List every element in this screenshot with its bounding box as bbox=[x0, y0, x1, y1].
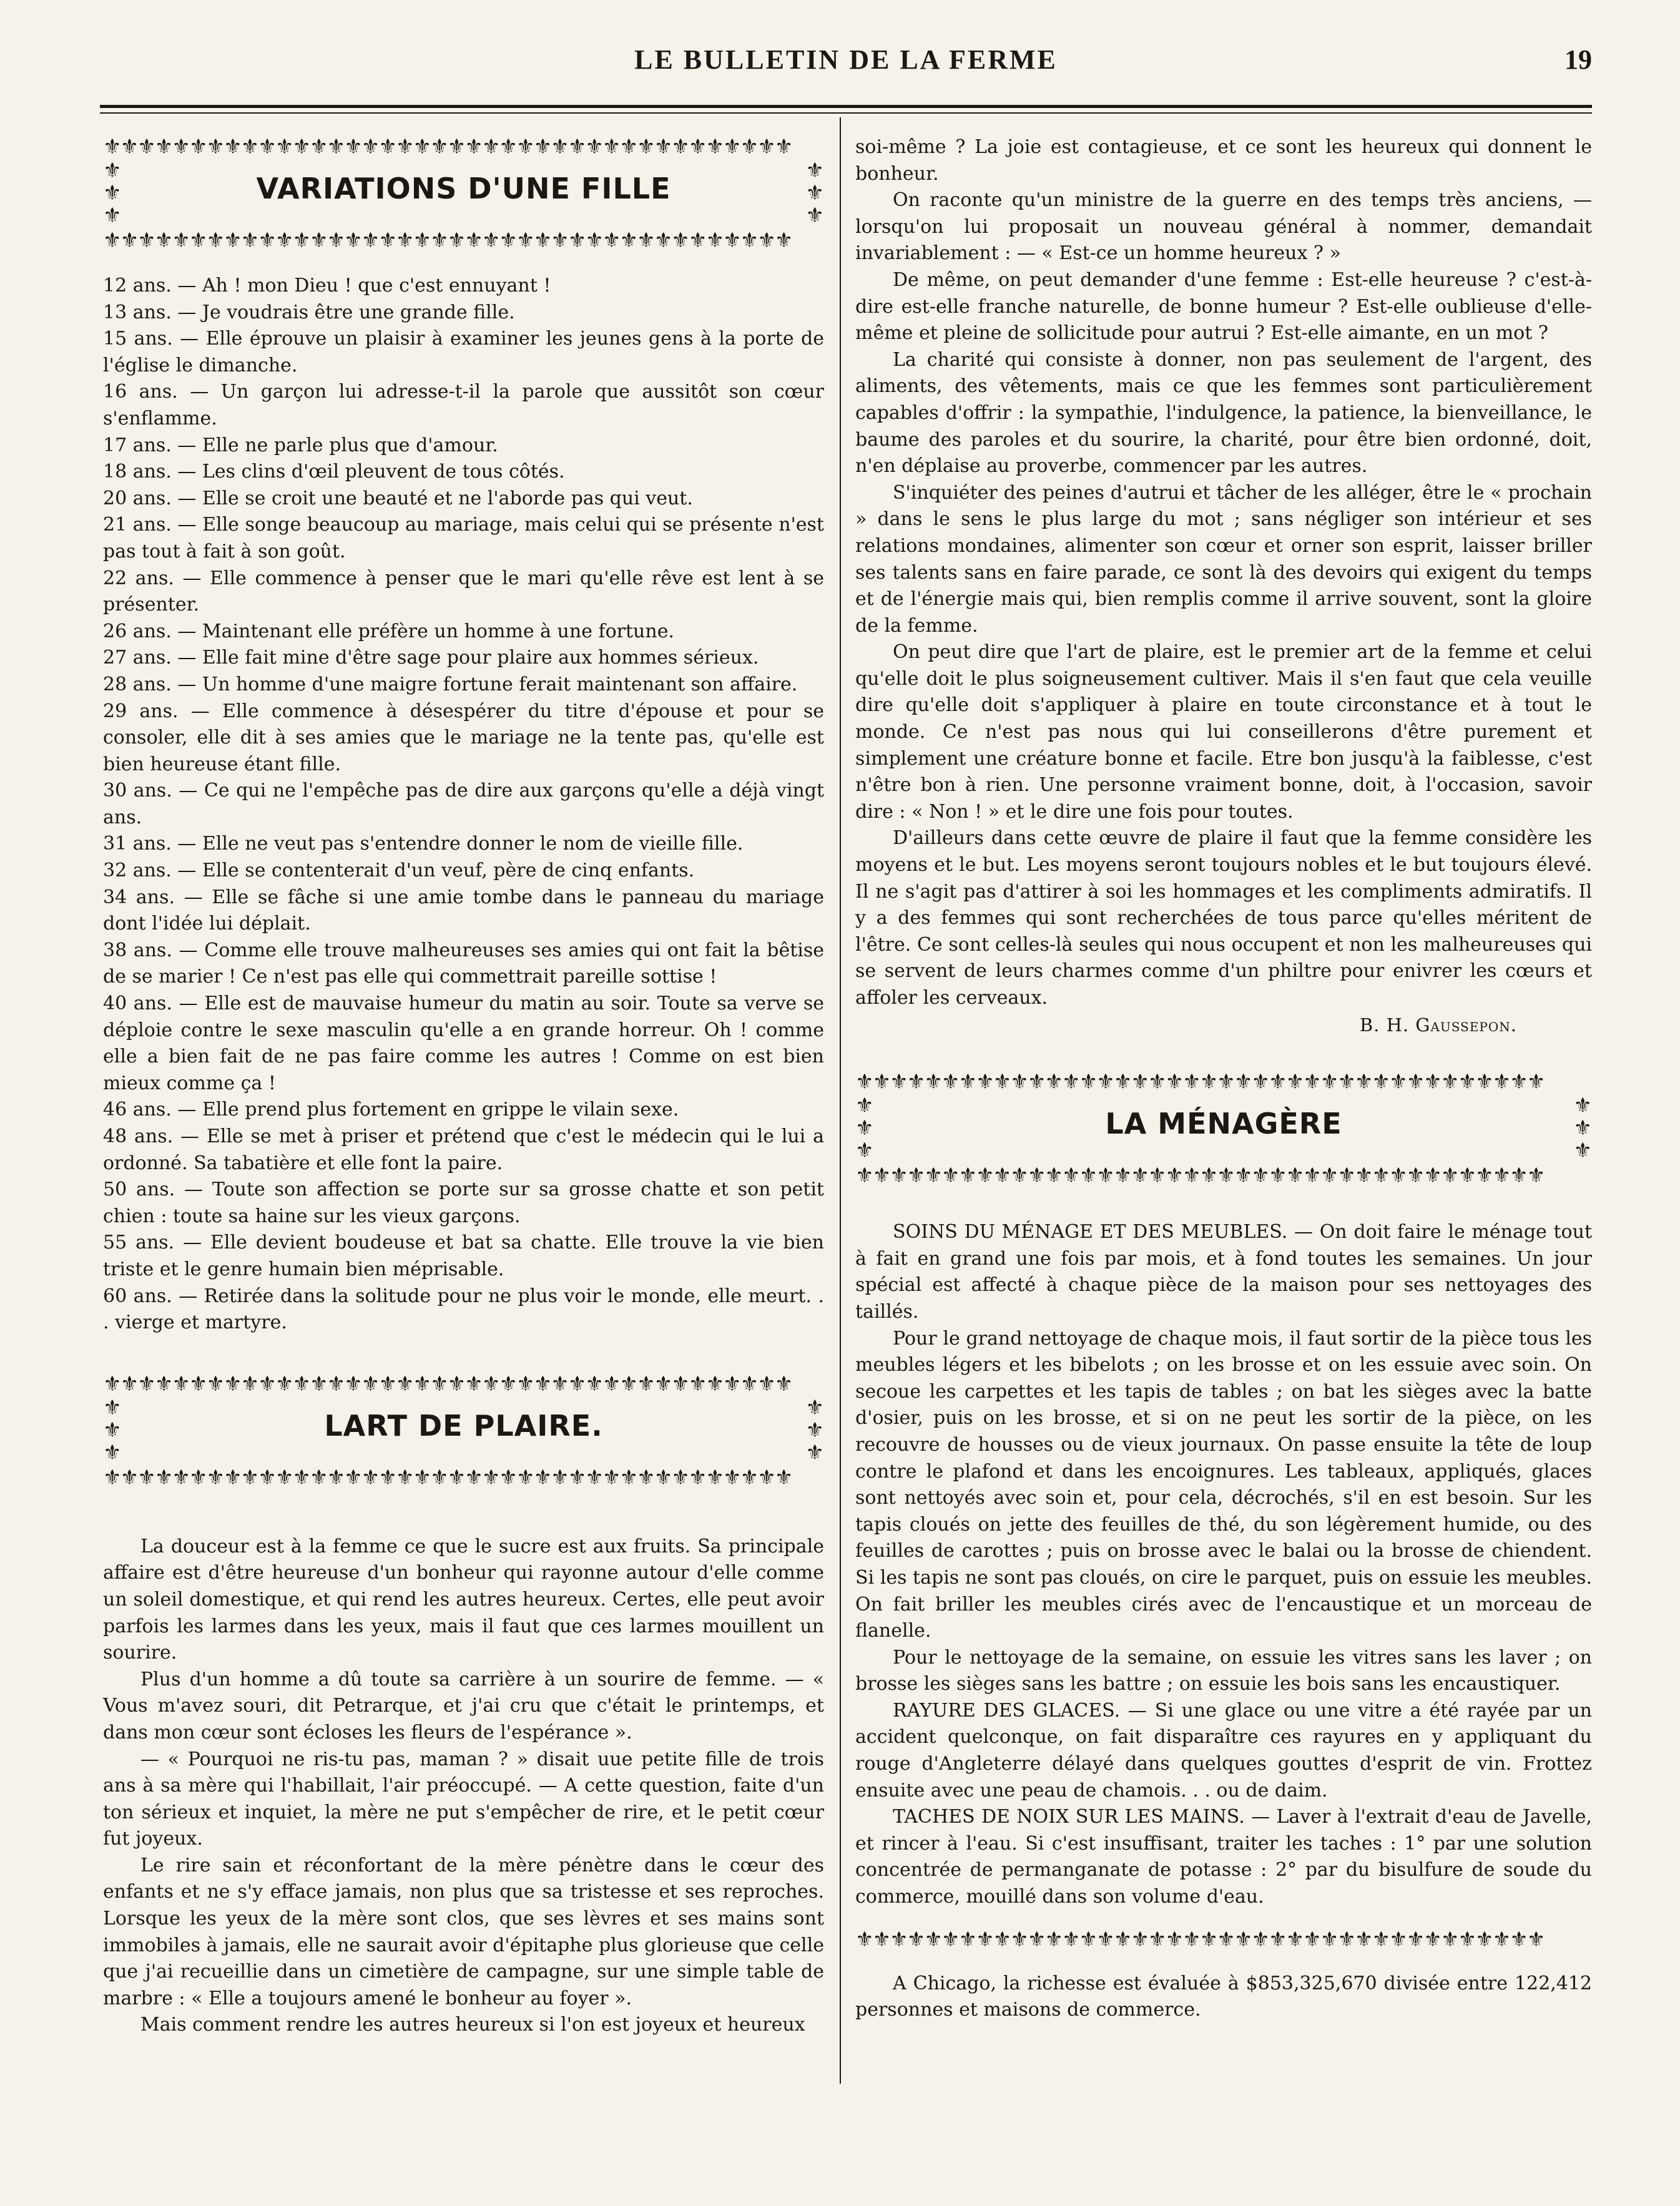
right-column bbox=[855, 134, 1592, 2024]
fleur-de-lis-border-left: ⚜ ⚜ ⚜ bbox=[855, 1094, 874, 1163]
article-paragraph: La douceur est à la femme ce que le sucre est aux fruits. Sa principale affaire est d'être heureuse d'un bonheur qui rayonne autour d'elle comme un soleil domestique, et qui rend les autres heureux. Certes, elle peut avoir parfois les larmes dans les yeux, mais il faut que ces larmes mouillent un sourire. bbox=[103, 1535, 824, 1664]
column-divider bbox=[840, 117, 841, 2084]
page-number: 19 bbox=[1565, 44, 1592, 75]
fleur-de-lis-border-left: ⚜ ⚜ ⚜ bbox=[103, 159, 122, 227]
fleur-de-lis-border-right: ⚜ ⚜ ⚜ bbox=[805, 159, 824, 227]
age-entry: 34 ans. — Elle se fâche si une amie tombe dans le panneau du mariage dont l'idée lui déplait. bbox=[103, 886, 824, 935]
age-entry: 18 ans. — Les clins d'œil pleuvent de tous côtés. bbox=[103, 461, 565, 483]
age-entry: 55 ans. — Elle devient boudeuse et bat sa chatte. Elle trouve la vie bien triste et le genre humain bien méprisable. bbox=[103, 1232, 824, 1280]
age-entry: 30 ans. — Ce qui ne l'empêche pas de dire aux garçons qu'elle a déjà vingt ans. bbox=[103, 780, 824, 828]
fleur-de-lis-border-left: ⚜ ⚜ ⚜ bbox=[103, 1396, 122, 1464]
left-column bbox=[103, 134, 824, 2039]
age-entry: 20 ans. — Elle se croit une beauté et ne l'aborde pas qui veut. bbox=[103, 487, 693, 509]
article-paragraph: Mais comment rendre les autres heureux si l'on est joyeux et heureux bbox=[140, 2014, 805, 2036]
fleur-de-lis-divider: ⚜⚜⚜⚜⚜⚜⚜⚜⚜⚜⚜⚜⚜⚜⚜⚜⚜⚜⚜⚜⚜⚜⚜⚜⚜⚜⚜⚜⚜⚜⚜⚜⚜⚜⚜⚜⚜⚜⚜⚜ bbox=[855, 1926, 1545, 1951]
article-paragraph: La charité qui consiste à donner, non pas seulement de l'argent, des aliments, des vêtements, mais ce que les femmes sont particulièrement capables d'offrir : la sympathie, l'indulgence, la patience, la bienveillance, le baume des paroles et du sourire, la charité, pour être bien ordonné, doit, n'en déplaise au proverbe, commencer par les autres. bbox=[855, 348, 1592, 478]
running-header bbox=[100, 44, 1592, 81]
household-tip: SOINS DU MÉNAGE ET DES MEUBLES. — On doit faire le ménage tout à fait en grand une fois par mois, et à fond toutes les semaines. Un jour spécial est affecté à chaque pièce de la maison pour ses nettoyages des taillés. bbox=[855, 1221, 1592, 1323]
age-entry: 46 ans. — Elle prend plus fortement en grippe le vilain sexe. bbox=[103, 1099, 679, 1121]
fleur-de-lis-border-bottom: ⚜⚜⚜⚜⚜⚜⚜⚜⚜⚜⚜⚜⚜⚜⚜⚜⚜⚜⚜⚜⚜⚜⚜⚜⚜⚜⚜⚜⚜⚜⚜⚜⚜⚜⚜⚜⚜⚜⚜⚜ bbox=[103, 228, 792, 252]
variations-title: VARIATIONS D'UNE FILLE bbox=[256, 172, 671, 205]
publication-title: LE BULLETIN DE LA FERME bbox=[634, 44, 1058, 75]
age-entry: 32 ans. — Elle se contenterait d'un veuf, père de cinq enfants. bbox=[103, 860, 695, 882]
menagere-body bbox=[855, 1219, 1592, 1910]
art-de-plaire-title: LART DE PLAIRE. bbox=[324, 1408, 603, 1443]
fleur-de-lis-border-top: ⚜⚜⚜⚜⚜⚜⚜⚜⚜⚜⚜⚜⚜⚜⚜⚜⚜⚜⚜⚜⚜⚜⚜⚜⚜⚜⚜⚜⚜⚜⚜⚜⚜⚜⚜⚜⚜⚜⚜⚜ bbox=[855, 1069, 1545, 1094]
age-entry: 27 ans. — Elle fait mine d'être sage pour plaire aux hommes sérieux. bbox=[103, 647, 759, 669]
header-rule-thin bbox=[100, 112, 1592, 114]
age-entry: 40 ans. — Elle est de mauvaise humeur du matin au soir. Toute sa verve se déploie contre le sexe masculin qu'elle a en grande horreur. Oh ! comme elle a bien fait de ne pas faire comme les autres ! Comme on est bien mieux comme ça ! bbox=[103, 993, 824, 1094]
menagere-heading-frame bbox=[855, 1069, 1592, 1188]
chicago-note: A Chicago, la richesse est évaluée à $853,325,670 divisée entre 122,412 personnes et maisons de commerce. bbox=[855, 1972, 1592, 2021]
article-paragraph: S'inquiéter des peines d'autrui et tâcher de les alléger, être le « prochain » dans le sens le plus large du mot ; sans négliger son intérieur et ses relations mondaines, alimenter son cœur et orner son esprit, laisser briller ses talents sans en faire parade, ce sont là des devoirs qui exigent du temps et de l'énergie mais qui, bien remplis comme il arrive souvent, sont la gloire de la femme. bbox=[855, 481, 1592, 637]
article-paragraph: Le rire sain et réconfortant de la mère pénètre dans le cœur des enfants et ne s'y efface jamais, non plus que sa tristesse et ses reproches. Lorsque les yeux de la mère sont clos, que ses lèvres et ses mains sont immobiles à jamais, elle ne saurait avoir d'épitaphe plus glorieuse que celle que j'ai recueillie dans un cimetière de campagne, sur une simple table de marbre : « Elle a toujours amené le bonheur au foyer ». bbox=[103, 1854, 824, 2009]
header-rule-thick bbox=[100, 105, 1592, 108]
age-entry: 12 ans. — Ah ! mon Dieu ! que c'est ennuyant ! bbox=[103, 275, 551, 297]
article-paragraph: soi-même ? La joie est contagieuse, et ce sont les heureux qui donnent le bonheur. bbox=[855, 136, 1592, 185]
article-paragraph: De même, on peut demander d'une femme : Est-elle heureuse ? c'est-à-dire est-elle franche naturelle, de bonne humeur ? Est-elle oublieuse d'elle-même et pleine de sollicitude pour autrui ? Est-elle aimante, en un mot ? bbox=[855, 268, 1592, 345]
age-entry: 28 ans. — Un homme d'une maigre fortune ferait maintenant son affaire. bbox=[103, 673, 798, 695]
art-de-plaire-body-right bbox=[855, 134, 1592, 1038]
variations-list bbox=[103, 273, 824, 1336]
household-tip: Pour le nettoyage de la semaine, on essuie les vitres sans les laver ; on brosse les sièges sans les battre ; on essuie les bois sans les encaustiquer. bbox=[855, 1646, 1592, 1695]
household-tip: RAYURE DES GLACES. — Si une glace ou une vitre a été rayée par un accident quelconque, on fait disparaître ces rayures en y appliquant du rouge d'Angleterre délayé dans quelques gouttes d'esprit de vin. Frottez ensuite avec une peau de chamois. . . ou de daim. bbox=[855, 1699, 1592, 1802]
variations-heading-frame bbox=[103, 134, 824, 253]
age-entry: 16 ans. — Un garçon lui adresse-t-il la parole que aussitôt son cœur s'enflamme. bbox=[103, 381, 824, 429]
age-entry: 13 ans. — Je voudrais être une grande fille. bbox=[103, 301, 515, 323]
age-entry: 22 ans. — Elle commence à penser que le mari qu'elle rêve est lent à se présenter. bbox=[103, 567, 824, 616]
art-de-plaire-heading-frame bbox=[103, 1371, 824, 1490]
age-entry: 29 ans. — Elle commence à désespérer du titre d'épouse et pour se consoler, elle dit à ses amies que le mariage ne la tente pas, qu'elle est bien heureuse étant fille. bbox=[103, 700, 824, 775]
menagere-title: LA MÉNAGÈRE bbox=[1105, 1107, 1342, 1141]
fleur-de-lis-border-bottom: ⚜⚜⚜⚜⚜⚜⚜⚜⚜⚜⚜⚜⚜⚜⚜⚜⚜⚜⚜⚜⚜⚜⚜⚜⚜⚜⚜⚜⚜⚜⚜⚜⚜⚜⚜⚜⚜⚜⚜⚜ bbox=[103, 1464, 792, 1489]
age-entry: 31 ans. — Elle ne veut pas s'entendre donner le nom de vieille fille. bbox=[103, 833, 744, 855]
author-signature: B. H. Gaussepon. bbox=[1359, 1014, 1517, 1036]
fleur-de-lis-border-right: ⚜ ⚜ ⚜ bbox=[805, 1396, 824, 1464]
fleur-de-lis-border-top: ⚜⚜⚜⚜⚜⚜⚜⚜⚜⚜⚜⚜⚜⚜⚜⚜⚜⚜⚜⚜⚜⚜⚜⚜⚜⚜⚜⚜⚜⚜⚜⚜⚜⚜⚜⚜⚜⚜⚜⚜ bbox=[103, 1371, 792, 1396]
article-paragraph: D'ailleurs dans cette œuvre de plaire il faut que la femme considère les moyens et le but. Les moyens seront toujours nobles et le but toujours élevé. Il ne s'agit pas d'attirer à soi les hommages et les compliments admiratifs. Il y a des femmes qui sont recherchées de tous parce qu'elles méritent de l'être. Ce sont celles-là seules qui nous occupent et non les malheureuses qui se servent de leurs charmes comme d'un philtre pour enivrer les cœurs et affoler les cerveaux. bbox=[855, 827, 1592, 1009]
age-entry: 26 ans. — Maintenant elle préfère un homme à une fortune. bbox=[103, 620, 674, 642]
age-entry: 17 ans. — Elle ne parle plus que d'amour. bbox=[103, 434, 498, 456]
age-entry: 21 ans. — Elle songe beaucoup au mariage, mais celui qui se présente n'est pas tout à fait à son goût. bbox=[103, 514, 824, 562]
age-entry: 48 ans. — Elle se met à priser et prétend que c'est le médecin qui le lui a ordonné. Sa tabatière et elle font la paire. bbox=[103, 1125, 824, 1174]
article-paragraph: — « Pourquoi ne ris-tu pas, maman ? » disait uue petite fille de trois ans à sa mère qui l'habillait, l'air préoccupé. — A cette question, faite d'un ton sérieux et inquiet, la mère ne put s'empêcher de rire, et le petit cœur fut joyeux. bbox=[103, 1748, 824, 1850]
art-de-plaire-body-left bbox=[103, 1534, 824, 2039]
fleur-de-lis-border-top: ⚜⚜⚜⚜⚜⚜⚜⚜⚜⚜⚜⚜⚜⚜⚜⚜⚜⚜⚜⚜⚜⚜⚜⚜⚜⚜⚜⚜⚜⚜⚜⚜⚜⚜⚜⚜⚜⚜⚜⚜ bbox=[103, 134, 792, 159]
household-tip: Pour le grand nettoyage de chaque mois, il faut sortir de la pièce tous les meubles légers et les bibelots ; on les brosse et on les essuie avec soin. On secoue les carpettes et les tapis de tables ; on bat les sièges avec la batte d'osier, puis on les brosse, et si on ne peut les sortir de la pièce, on les recouvre de housses ou de vieux journaux. On passe ensuite la tête de loup contre le plafond et dans les encoignures. Les tableaux, appliqués, glaces sont nettoyés avec soin et, pour cela, décrochés, s'il en est besoin. Sur les tapis cloués on jette des feuilles de thé, du son légèrement humide, ou des feuilles de carottes ; puis on brosse avec le balai ou la brosse de chiendent. Si les tapis ne sont pas cloués, on cire le parquet, puis on essuie les meubles. On fait briller les meubles cirés avec de l'encaustique et un morceau de flanelle. bbox=[855, 1327, 1592, 1642]
age-entry: 60 ans. — Retirée dans la solitude pour ne plus voir le monde, elle meurt. . . vierge et martyre. bbox=[103, 1285, 824, 1334]
household-tip: TACHES DE NOIX SUR LES MAINS. — Laver à l'extrait d'eau de Javelle, et rincer à l'eau. Si c'est insuffisant, traiter les taches : 1° par une solution concentrée de permanganate de potasse : 2° par du bisulfure de soude du commerce, mouillé dans son volume d'eau. bbox=[855, 1806, 1592, 1908]
fleur-de-lis-border-right: ⚜ ⚜ ⚜ bbox=[1573, 1094, 1592, 1163]
article-paragraph: On peut dire que l'art de plaire, est le premier art de la femme et celui qu'elle doit le plus soigneusement cultiver. Mais il s'en faut que cela veuille dire qu'elle doit s'appliquer à plaire en toute circonstance et à tout le monde. Ce n'est pas nous qui lui conseillerons d'être purement et simplement une créature bonne et facile. Etre bon jusqu'à la faiblesse, c'est n'être bon à rien. Une personne vraiment bonne, doit, à l'occasion, savoir dire : « Non ! » et le dire une fois pour toutes. bbox=[855, 641, 1592, 823]
age-entry: 50 ans. — Toute son affection se porte sur sa grosse chatte et son petit chien : toute sa haine sur les vieux garçons. bbox=[103, 1179, 824, 1227]
age-entry: 15 ans. — Elle éprouve un plaisir à examiner les jeunes gens à la porte de l'église le dimanche. bbox=[103, 328, 824, 376]
article-paragraph: On raconte qu'un ministre de la guerre en des temps très anciens, — lorsqu'on lui proposait un nouveau général à nommer, demandait invariablement : — « Est-ce un homme heureux ? » bbox=[855, 189, 1592, 265]
fleur-de-lis-border-bottom: ⚜⚜⚜⚜⚜⚜⚜⚜⚜⚜⚜⚜⚜⚜⚜⚜⚜⚜⚜⚜⚜⚜⚜⚜⚜⚜⚜⚜⚜⚜⚜⚜⚜⚜⚜⚜⚜⚜⚜⚜ bbox=[855, 1163, 1545, 1188]
article-paragraph: Plus d'un homme a dû toute sa carrière à un sourire de femme. — « Vous m'avez souri, dit Petrarque, et j'ai cru que c'était le printemps, et dans mon cœur sont écloses les fleurs de l'espérance ». bbox=[103, 1668, 824, 1743]
age-entry: 38 ans. — Comme elle trouve malheureuses ses amies qui ont fait la bêtise de se marier ! Ce n'est pas elle qui commettrait pareille sottise ! bbox=[103, 939, 824, 988]
